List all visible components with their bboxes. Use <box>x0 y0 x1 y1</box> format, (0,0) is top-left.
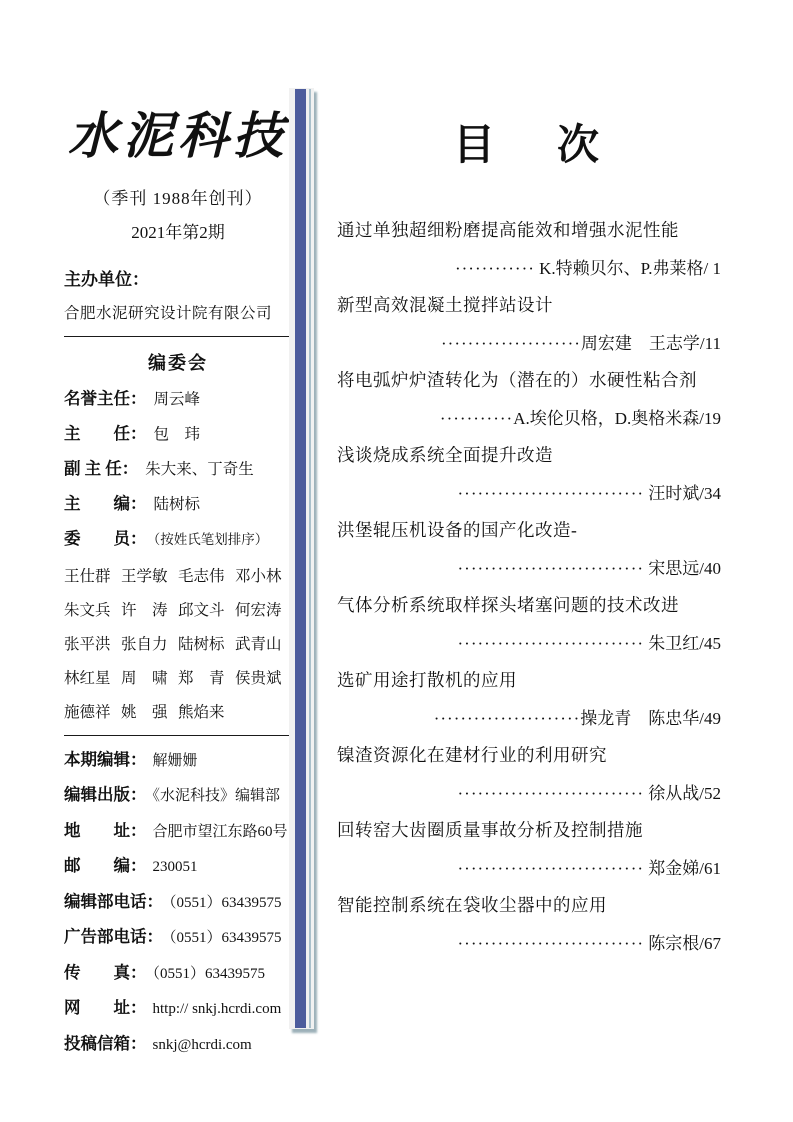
info-label: 网 址： <box>64 998 147 1017</box>
article-author-line <box>337 925 725 963</box>
member-name: 武青山 <box>235 636 282 653</box>
member-name: 周 啸 <box>121 670 168 687</box>
article-page-number: / 1 <box>703 258 721 278</box>
article-title: 选矿用途打散机的应用 <box>337 670 517 690</box>
toc-entry <box>337 212 725 287</box>
role-label: 主 编： <box>64 494 147 513</box>
member-name: 邱文斗 <box>178 602 225 619</box>
website-url: http:// snkj.hcrdi.com <box>152 1001 282 1017</box>
article-author-line <box>337 775 725 813</box>
member-name: 林红星 <box>64 670 111 687</box>
info-label: 邮 编： <box>64 856 147 875</box>
board-role-row <box>64 458 292 480</box>
board-role-row <box>64 423 292 445</box>
publication-info-row <box>64 926 292 949</box>
toc-entry <box>337 737 725 812</box>
info-label: 广告部电话： <box>64 927 163 946</box>
info-value: （0551）63439575 <box>169 930 282 946</box>
article-authors: K.特赖贝尔、P.弗莱格 <box>534 258 704 278</box>
editorial-board-heading: 编委会 <box>148 353 208 373</box>
publication-info-row <box>64 855 292 878</box>
journal-title: 水泥科技 <box>68 108 288 164</box>
info-label: 传 真： <box>64 962 147 982</box>
member-name: 朱文兵 <box>64 602 111 619</box>
member-name: 王仕群 <box>64 568 111 585</box>
article-title: 气体分析系统取样探头堵塞问题的技术改进 <box>337 595 679 615</box>
member-name: 陆树标 <box>178 636 225 653</box>
submission-email: snkj@hcrdi.com <box>152 1036 252 1053</box>
toc-entry <box>337 662 725 737</box>
info-value: 230051 <box>152 859 198 875</box>
article-authors: 汪时斌 <box>644 483 700 503</box>
leader-dots: ······················ <box>433 708 581 728</box>
article-page-number: /34 <box>699 483 721 503</box>
divider-blue-bar <box>295 89 306 1028</box>
toc-list <box>337 212 725 962</box>
article-title: 镍渣资源化在建材行业的利用研究 <box>337 745 607 765</box>
divider-thin-line <box>309 89 311 1028</box>
organizer-label: 主办单位： <box>64 270 149 289</box>
article-author-line <box>337 625 725 663</box>
member-name: 郑 青 <box>178 670 225 687</box>
article-title: 回转窑大齿圈质量事故分析及控制措施 <box>337 820 643 840</box>
horizontal-rule-top <box>64 336 292 337</box>
article-authors: 周宏建 王志学 <box>580 333 700 353</box>
article-authors: 郑金娣 <box>644 858 700 878</box>
member-name: 熊焰来 <box>178 704 225 721</box>
article-page-number: /52 <box>699 783 721 803</box>
article-title: 浅谈烧成系统全面提升改造 <box>337 445 553 465</box>
article-page-number: /67 <box>699 933 721 953</box>
article-title: 智能控制系统在袋收尘器中的应用 <box>337 895 607 915</box>
masthead-column <box>64 96 292 1056</box>
board-members-grid <box>64 564 292 722</box>
article-author-line <box>337 700 725 738</box>
role-label: 主 任： <box>64 424 147 443</box>
toc-column <box>337 96 725 962</box>
member-name: 施德祥 <box>64 704 111 721</box>
publication-info-row <box>64 784 292 807</box>
info-label: 编辑出版： <box>64 785 147 804</box>
member-name: 毛志伟 <box>178 568 225 585</box>
role-label: 委 员： <box>64 529 147 548</box>
leader-dots: ···························· <box>457 783 645 803</box>
toc-title: 目 次 <box>452 123 609 169</box>
leader-dots: ···························· <box>457 558 645 578</box>
role-label: 副 主 任： <box>64 459 139 478</box>
info-value: （0551）63439575 <box>152 965 266 982</box>
info-label: 地 址： <box>64 820 147 840</box>
article-author-line <box>337 550 725 588</box>
publication-info-row <box>64 820 292 843</box>
article-authors: 陈宗根 <box>644 933 700 953</box>
article-title: 通过单独超细粉磨提高能效和增强水泥性能 <box>337 220 679 240</box>
publication-info-section <box>64 749 292 1056</box>
article-page-number: /19 <box>699 408 721 428</box>
leader-dots: ····················· <box>441 333 581 353</box>
board-role-row <box>64 388 292 410</box>
horizontal-rule-bottom <box>64 735 292 736</box>
info-label: 本期编辑： <box>64 749 147 769</box>
publication-info-row <box>64 891 292 914</box>
publication-info-row <box>64 749 292 772</box>
toc-entry <box>337 887 725 962</box>
publication-info-row <box>64 1033 292 1056</box>
member-name: 姚 强 <box>121 704 168 721</box>
member-name: 张自力 <box>121 636 168 653</box>
organizer-name: 合肥水泥研究设计院有限公司 <box>64 305 273 322</box>
role-value: （按姓氏笔划排序） <box>153 532 269 547</box>
publication-info-row <box>64 997 292 1020</box>
role-value: 陆树标 <box>153 496 201 513</box>
info-value: 《水泥科技》编辑部 <box>152 788 281 804</box>
article-author-line <box>337 850 725 888</box>
toc-entry <box>337 512 725 587</box>
info-value: （0551）63439575 <box>169 894 282 911</box>
leader-dots: ··········· <box>439 408 514 428</box>
article-authors: A.埃伦贝格，D.奥格米森 <box>513 408 700 428</box>
article-page-number: /49 <box>699 708 721 728</box>
member-name: 何宏涛 <box>235 602 282 619</box>
article-author-line <box>337 325 725 363</box>
member-name: 许 涛 <box>121 602 168 619</box>
info-label: 编辑部电话： <box>64 891 163 911</box>
leader-dots: ···························· <box>457 933 645 953</box>
leader-dots: ···························· <box>457 633 645 653</box>
info-label: 投稿信箱： <box>64 1033 147 1053</box>
journal-issue-number: 2021年第2期 <box>131 223 225 242</box>
article-author-line <box>337 400 725 438</box>
article-authors: 徐从战 <box>644 783 700 803</box>
article-title: 将电弧炉炉渣转化为（潜在的）水硬性粘合剂 <box>337 370 697 390</box>
leader-dots: ···························· <box>457 858 645 878</box>
toc-entry <box>337 587 725 662</box>
article-page-number: /61 <box>699 858 721 878</box>
article-authors: 操龙青 陈忠华 <box>580 708 700 728</box>
leader-dots: ············ <box>454 258 535 278</box>
member-name: 张平洪 <box>64 636 111 653</box>
article-page-number: /40 <box>699 558 721 578</box>
member-name: 王学敏 <box>121 568 168 585</box>
member-name: 邓小林 <box>235 568 282 585</box>
leader-dots: ···························· <box>457 483 645 503</box>
role-value: 朱大来、丁奇生 <box>145 461 254 478</box>
article-title: 新型高效混凝土搅拌站设计 <box>337 295 553 315</box>
board-role-row <box>64 493 292 515</box>
role-value: 包 玮 <box>153 426 201 443</box>
member-name: 侯贵斌 <box>235 670 282 687</box>
toc-entry <box>337 287 725 362</box>
article-author-line <box>337 250 725 288</box>
toc-entry <box>337 812 725 887</box>
journal-subtitle: （季刊 1988年创刊） <box>93 189 263 208</box>
article-page-number: /45 <box>699 633 721 653</box>
article-authors: 朱卫红 <box>644 633 700 653</box>
article-authors: 宋思远 <box>644 558 700 578</box>
article-title: 洪堡辊压机设备的国产化改造- <box>337 520 578 540</box>
role-label: 名誉主任： <box>64 389 147 408</box>
article-author-line <box>337 475 725 513</box>
info-value: 合肥市望江东路60号 <box>152 823 288 840</box>
publication-info-row <box>64 962 292 985</box>
role-value: 周云峰 <box>153 391 201 408</box>
toc-entry <box>337 437 725 512</box>
toc-entry <box>337 362 725 437</box>
article-page-number: /11 <box>699 333 721 353</box>
vertical-divider <box>289 88 314 1029</box>
board-role-row <box>64 528 292 550</box>
editorial-board-section <box>64 349 292 722</box>
info-value: 解姗姗 <box>152 752 198 769</box>
